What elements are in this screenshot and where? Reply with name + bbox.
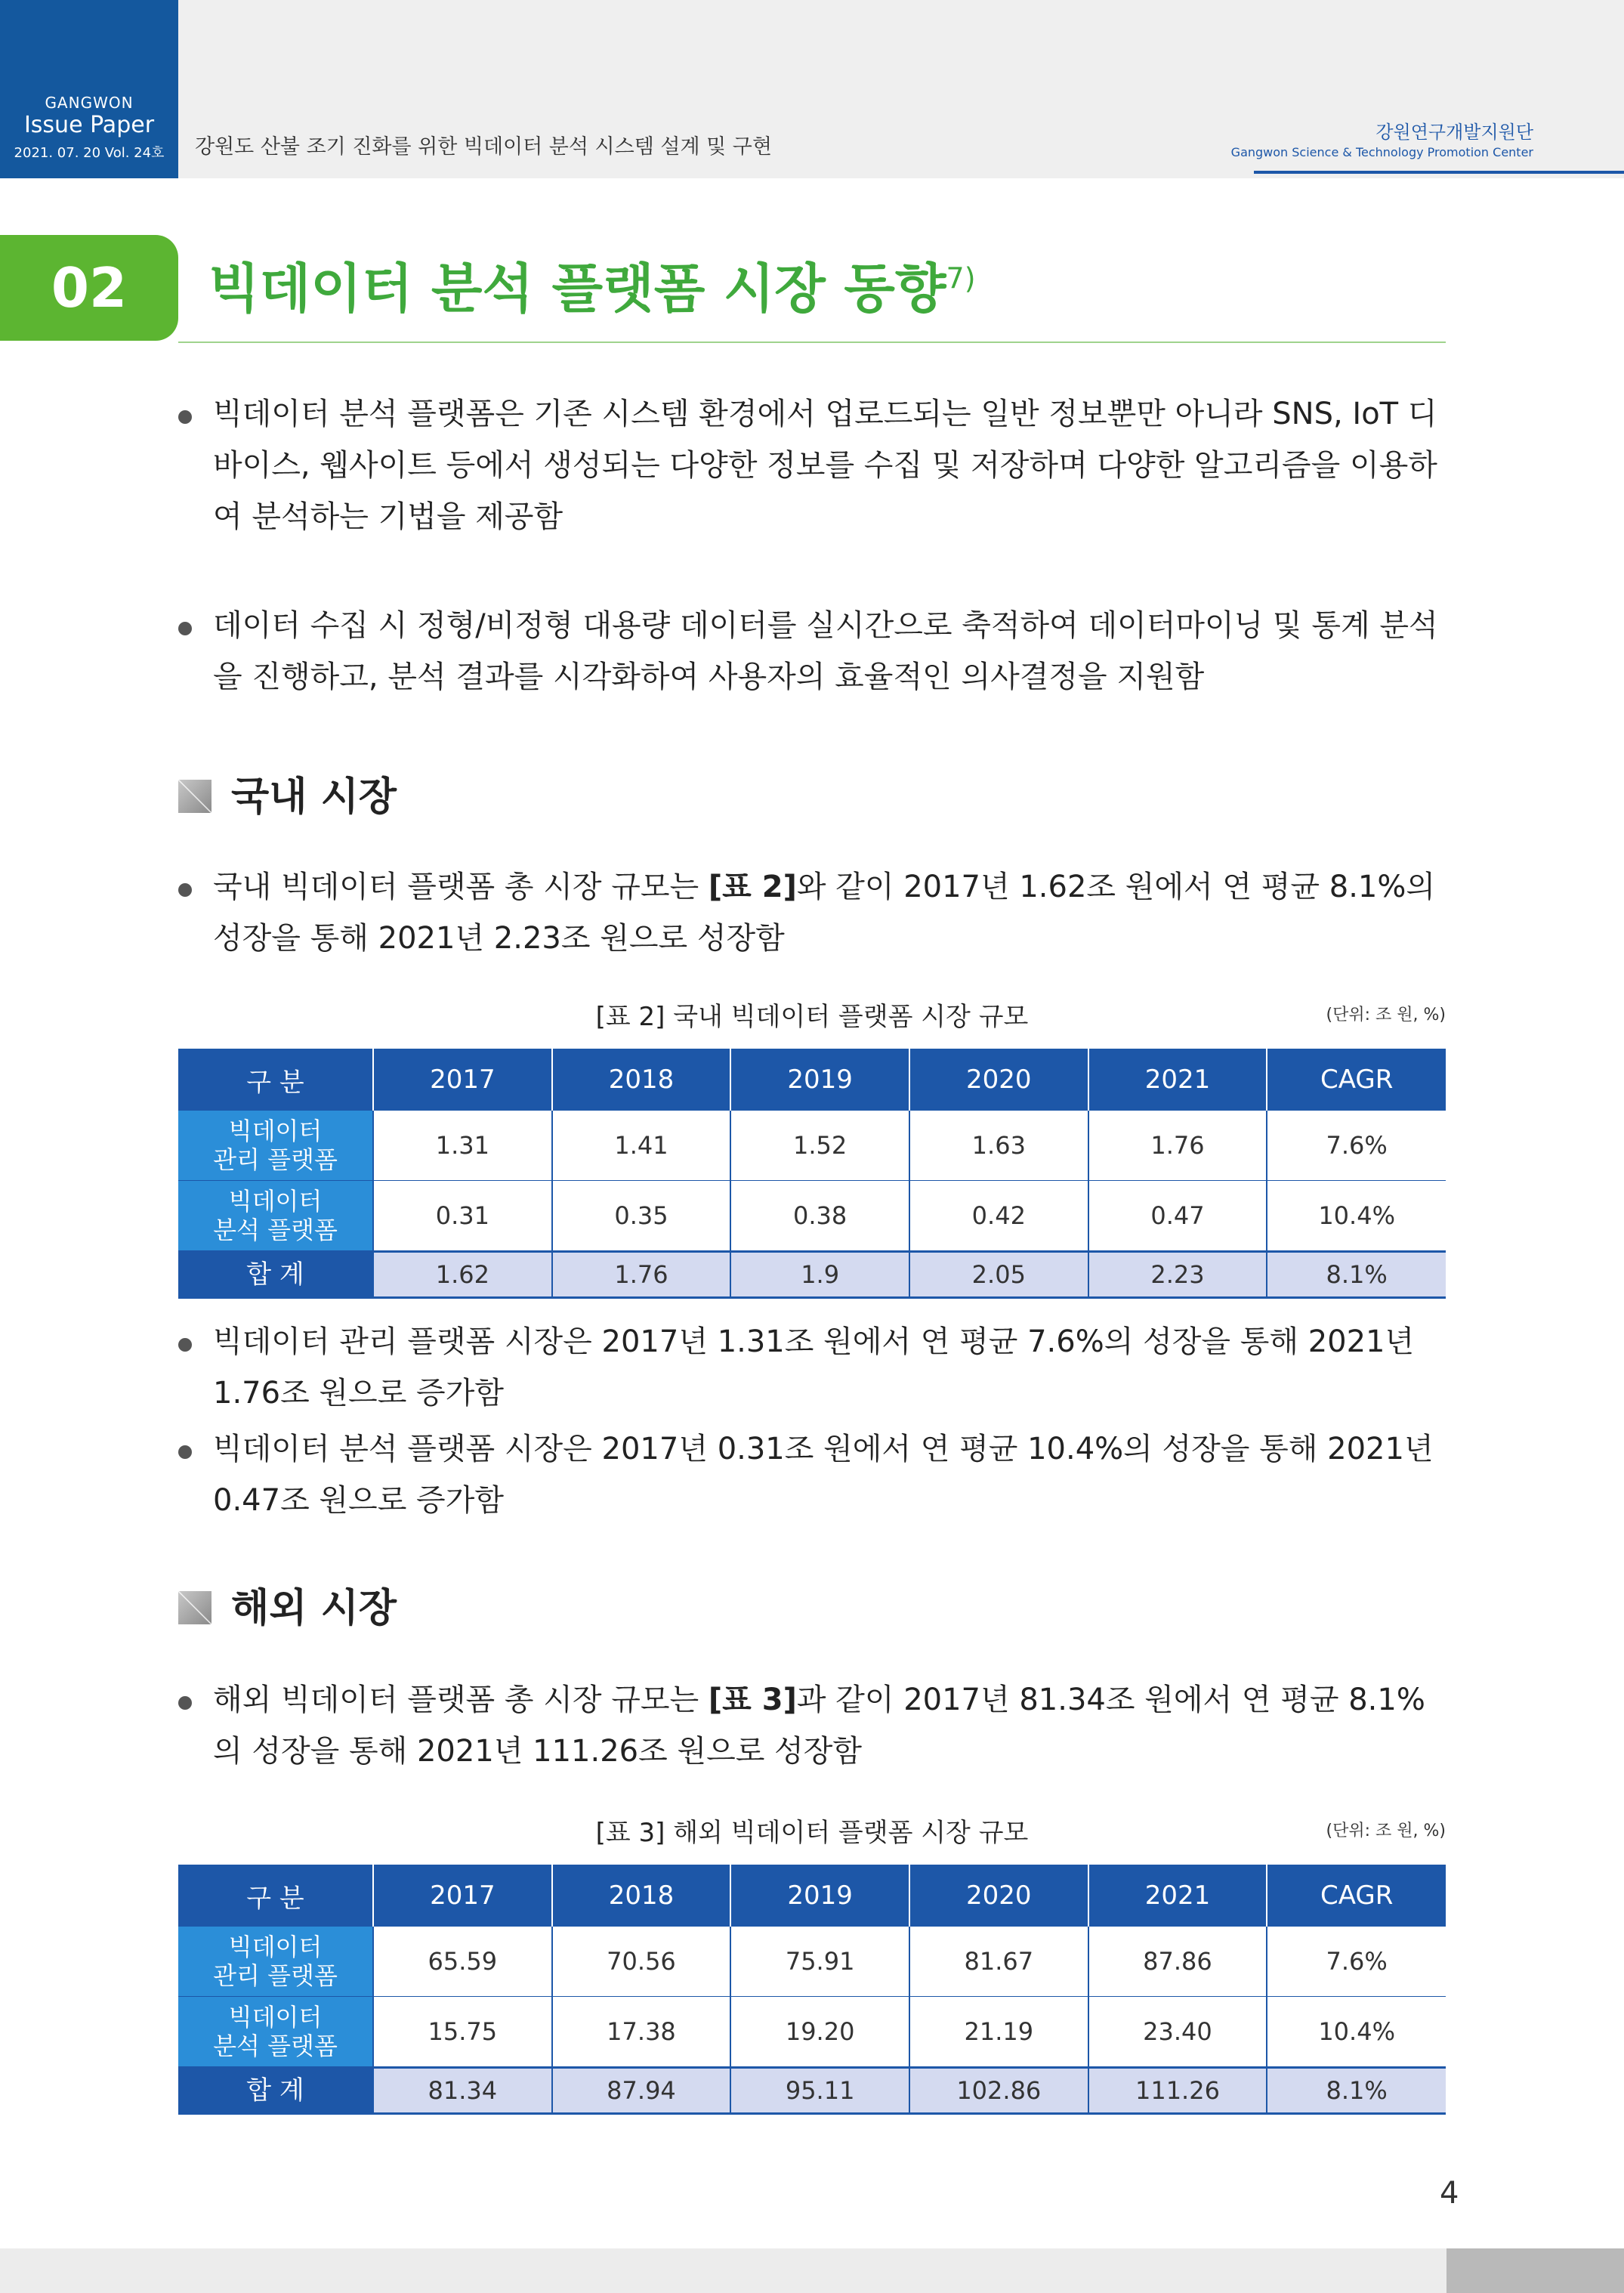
table-header-row [178, 1865, 1446, 1927]
bullet-text-part: 해외 빅데이터 플랫폼 총 시장 규모는 [213, 1683, 709, 1717]
table-cell: 0.47 [1088, 1181, 1267, 1252]
bullet-text: 빅데이터 분석 플랫폼 시장은 2017년 0.31조 원에서 연 평균 10.4%의 성장을 통해 2021년 0.47조 원으로 증가함 [213, 1432, 1434, 1518]
table-cell: 70.56 [552, 1927, 731, 1997]
bullet-text [213, 1674, 1447, 1777]
bullet-icon [178, 1445, 192, 1459]
bullet-text: 빅데이터 분석 플랫폼은 기존 시스템 환경에서 업로드되는 일반 정보뿐만 아니라 SNS, IoT 디바이스, 웹사이트 등에서 생성되는 다양한 정보를 수집 및 저장하며 다양한 알고리즘을 이용하여 분석하는 기법을 제공함 [213, 397, 1437, 534]
row-header [178, 1111, 373, 1181]
table-cell: 111.26 [1088, 2068, 1267, 2114]
issue-paper-badge [0, 0, 178, 178]
bullet-text-part: 국내 빅데이터 플랫폼 총 시장 규모는 [213, 870, 709, 904]
organization-name-en: Gangwon Science & Technology Promotion Center [1230, 145, 1533, 159]
overseas-heading-text: 해외 시장 [231, 1586, 397, 1631]
row-label-line: 분석 플랫폼 [213, 2032, 338, 2060]
domestic-heading-text: 국내 시장 [231, 774, 397, 820]
row-label-line: 분석 플랫폼 [213, 1216, 338, 1244]
table-cell: 0.38 [730, 1181, 909, 1252]
column-header: 2020 [909, 1049, 1088, 1111]
table-row [178, 1927, 1446, 1997]
table-cell: 1.63 [909, 1111, 1088, 1181]
bullet-icon [178, 883, 192, 897]
table-cell: 0.42 [909, 1181, 1088, 1252]
table-cell: 7.6% [1267, 1111, 1446, 1181]
table-cell: 7.6% [1267, 1927, 1446, 1997]
bullet-item [178, 600, 1447, 703]
column-header: 구 분 [178, 1049, 373, 1111]
table-cell: 0.35 [552, 1181, 731, 1252]
table-row [178, 1111, 1446, 1181]
table-cell: 2.05 [909, 1252, 1088, 1298]
table-cell: 1.76 [1088, 1111, 1267, 1181]
bullet-text-part: 와 같이 2017년 1.62조 원에서 연 평균 8.1%의 성장을 통해 2021년 2.23조 원으로 성장함 [213, 870, 1436, 956]
section-title [208, 246, 976, 323]
table-cell: 1.76 [552, 1252, 731, 1298]
bullet-text: 빅데이터 관리 플랫폼 시장은 2017년 1.31조 원에서 연 평균 7.6%의 성장을 통해 2021년 1.76조 원으로 증가함 [213, 1324, 1415, 1411]
header-accent-line [1254, 171, 1624, 174]
table-cell: 17.38 [552, 1997, 731, 2068]
badge-title: Issue Paper [23, 112, 155, 138]
column-header: CAGR [1267, 1049, 1446, 1111]
column-header: 2017 [373, 1049, 552, 1111]
row-label-line: 빅데이터 [228, 1933, 323, 1961]
overseas-heading [178, 1576, 397, 1633]
column-header: 2017 [373, 1865, 552, 1927]
table-title: [표 3] 해외 빅데이터 플랫폼 시장 규모 [595, 1818, 1029, 1848]
column-header: 2018 [552, 1049, 731, 1111]
column-header: CAGR [1267, 1865, 1446, 1927]
row-header [178, 1927, 373, 1997]
row-header: 합 계 [178, 2068, 373, 2114]
bullet-icon [178, 1696, 192, 1710]
row-header [178, 1181, 373, 1252]
table-cell: 65.59 [373, 1927, 552, 1997]
table-cell: 0.31 [373, 1181, 552, 1252]
table-cell: 10.4% [1267, 1997, 1446, 2068]
square-icon [178, 780, 211, 813]
row-header: 합 계 [178, 1252, 373, 1298]
table-cell: 23.40 [1088, 1997, 1267, 2068]
bullet-item [178, 1316, 1447, 1419]
domestic-heading [178, 765, 397, 821]
organization-name: 강원연구개발지원단 [1375, 122, 1533, 143]
bullet-item [178, 1674, 1447, 1777]
table-title: [표 2] 국내 빅데이터 플랫폼 시장 규모 [595, 1002, 1029, 1032]
table-unit: (단위: 조 원, %) [1326, 1006, 1446, 1024]
table-cell: 2.23 [1088, 1252, 1267, 1298]
square-icon [178, 1591, 211, 1624]
column-header: 구 분 [178, 1865, 373, 1927]
column-header: 2018 [552, 1865, 731, 1927]
column-header: 2021 [1088, 1865, 1267, 1927]
table-row [178, 1181, 1446, 1252]
bullet-icon [178, 622, 192, 635]
table-cell: 15.75 [373, 1997, 552, 2068]
bullet-text-part: 과 같이 2017년 81.34조 원에서 연 평균 8.1%의 성장을 통해 2021년 111.26조 원으로 성장함 [213, 1683, 1425, 1769]
bullet-text [213, 861, 1447, 964]
section-number: 02 [0, 235, 178, 341]
bullet-icon [178, 410, 192, 424]
table-cell: 1.31 [373, 1111, 552, 1181]
page-header [0, 0, 1624, 178]
row-label-line: 빅데이터 [228, 2003, 323, 2032]
page-number: 4 [1440, 2176, 1459, 2211]
bullet-text: 데이터 수집 시 정형/비정형 대용량 데이터를 실시간으로 축적하여 데이터마이닝 및 통계 분석을 진행하고, 분석 결과를 시각화하여 사용자의 효율적인 의사결정을 지원함 [213, 608, 1438, 694]
table-cell: 81.67 [909, 1927, 1088, 1997]
page-footer-bar [0, 2248, 1624, 2293]
row-label-line: 관리 플랫폼 [213, 1145, 338, 1174]
table-total-row [178, 1252, 1446, 1298]
table-cell: 87.86 [1088, 1927, 1267, 1997]
table-cell: 1.41 [552, 1111, 731, 1181]
table-row [178, 1997, 1446, 2068]
table-cell: 1.9 [730, 1252, 909, 1298]
row-header [178, 1997, 373, 2068]
row-label-line: 빅데이터 [228, 1117, 323, 1145]
document-title: 강원도 산불 조기 진화를 위한 빅데이터 분석 시스템 설계 및 구현 [195, 135, 772, 159]
table-cell: 21.19 [909, 1997, 1088, 2068]
table-cell: 1.62 [373, 1252, 552, 1298]
page-footer-accent [1446, 2248, 1624, 2293]
table-unit: (단위: 조 원, %) [1326, 1822, 1446, 1840]
table-reference: [표 3] [708, 1683, 797, 1717]
table-cell: 19.20 [730, 1997, 909, 2068]
bullet-item [178, 1423, 1447, 1526]
table-cell: 10.4% [1267, 1181, 1446, 1252]
row-label-line: 빅데이터 [228, 1187, 323, 1216]
column-header: 2020 [909, 1865, 1088, 1927]
bullet-item [178, 861, 1447, 964]
column-header: 2021 [1088, 1049, 1267, 1111]
section-divider [178, 341, 1446, 343]
table-total-row [178, 2068, 1446, 2114]
bullet-item [178, 388, 1447, 542]
overseas-market-table [178, 1865, 1446, 2115]
table-cell: 102.86 [909, 2068, 1088, 2114]
table-header-row [178, 1049, 1446, 1111]
badge-issue-date: 2021. 07. 20 Vol. 24호 [14, 145, 165, 161]
section-title-text: 빅데이터 분석 플랫폼 시장 동향 [208, 258, 946, 320]
table-cell: 81.34 [373, 2068, 552, 2114]
table-cell: 95.11 [730, 2068, 909, 2114]
domestic-market-table [178, 1049, 1446, 1299]
table-reference: [표 2] [708, 870, 797, 904]
table-cell: 87.94 [552, 2068, 731, 2114]
column-header: 2019 [730, 1865, 909, 1927]
table-cell: 75.91 [730, 1927, 909, 1997]
badge-gangwon: GANGWON [45, 94, 134, 112]
table-cell: 1.52 [730, 1111, 909, 1181]
bullet-icon [178, 1338, 192, 1352]
table-cell: 8.1% [1267, 1252, 1446, 1298]
column-header: 2019 [730, 1049, 909, 1111]
footnote-ref: 7) [946, 261, 976, 295]
row-label-line: 관리 플랫폼 [213, 1961, 338, 1990]
table-cell: 8.1% [1267, 2068, 1446, 2114]
